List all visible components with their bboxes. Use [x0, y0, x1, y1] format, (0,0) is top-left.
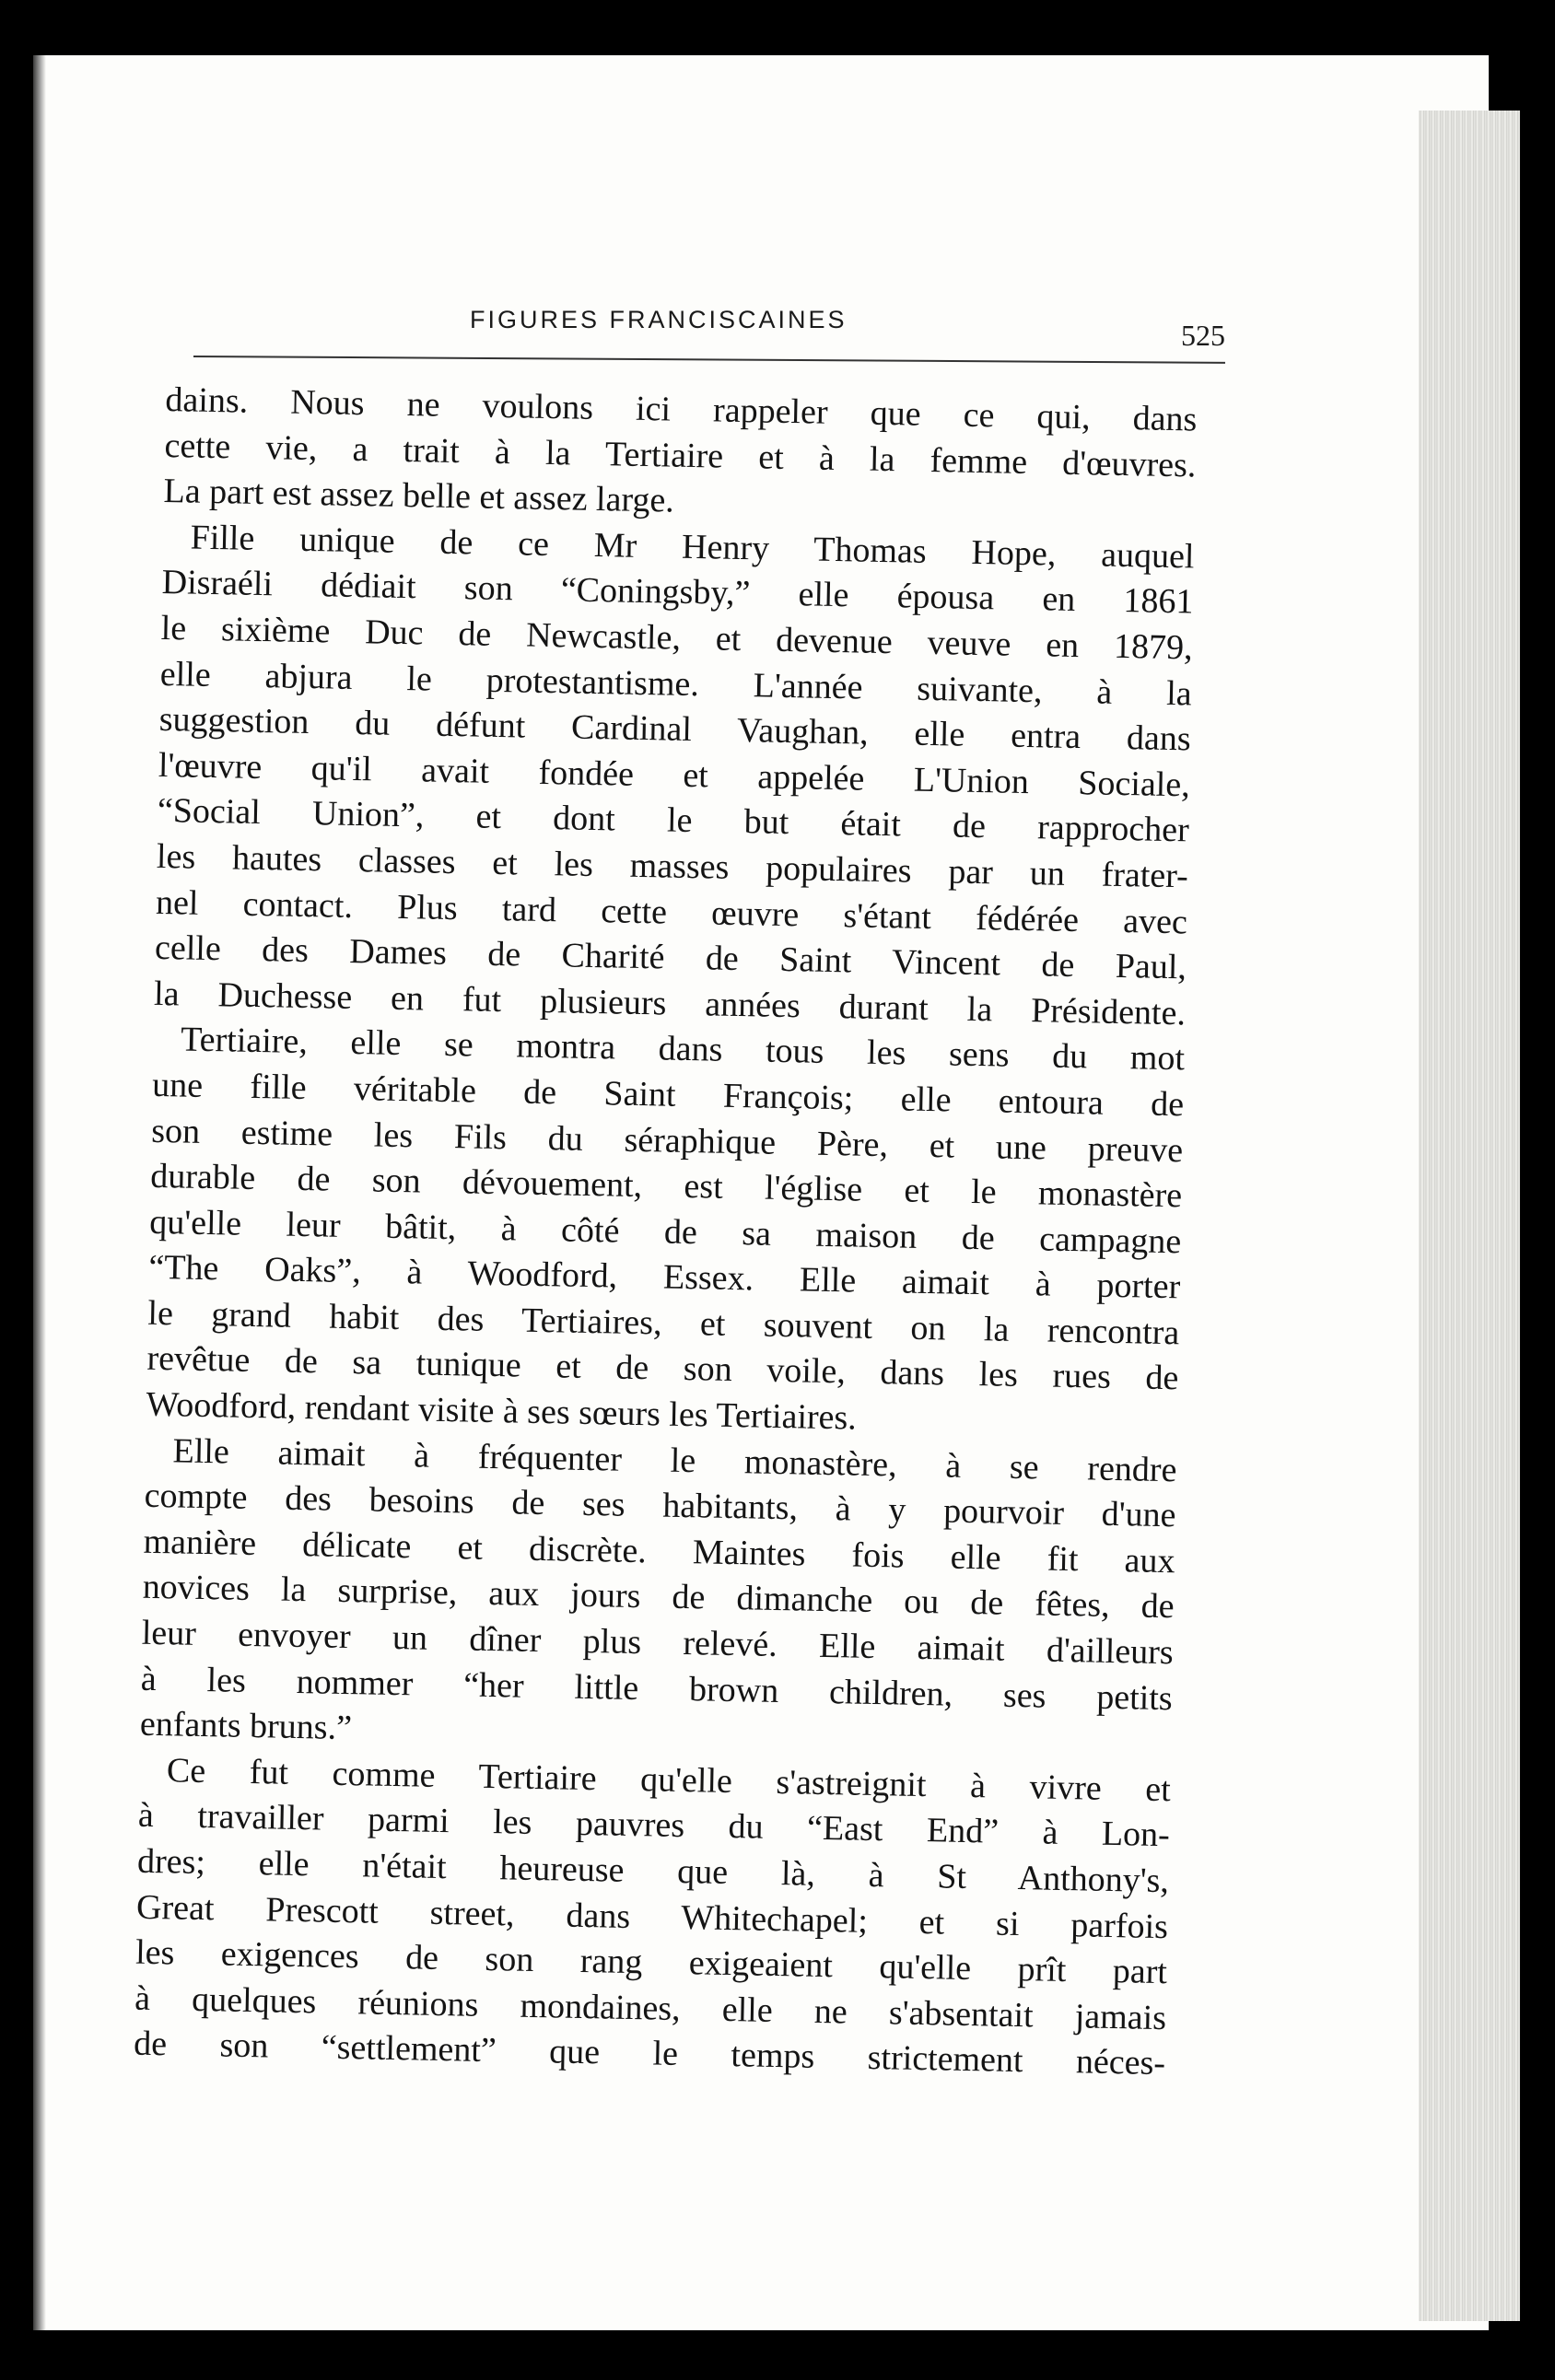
running-head — [193, 295, 1225, 368]
text-line: Woodford, rendant visite à ses sœurs les Tertiaires. — [146, 1384, 858, 1438]
running-title: FIGURES FRANCISCAINES — [470, 306, 848, 333]
text-line: celle des Dames de Charité de Saint Vincent de Paul, — [154, 928, 1187, 987]
text-line: elle abjura le protestantisme. L'année suivante, à la — [159, 654, 1193, 714]
text-line: durable de son dévouement, est l'église et le monastère — [149, 1156, 1183, 1216]
text-line: novices la surprise, aux jours de dimanche ou de fêtes, de — [142, 1568, 1175, 1627]
text-line: La part est assez belle et assez large. — [163, 472, 675, 520]
text-line: à les nommer “her little brown children, ses petits — [140, 1659, 1174, 1718]
text-line: “The Oaks”, à Woodford, Essex. Elle aimait à porter — [148, 1248, 1181, 1307]
text-line: Great Prescott street, dans Whitechapel; et si parfois — [135, 1887, 1169, 1946]
binding-shadow — [33, 55, 46, 2330]
text-line: Fille unique de ce Mr Henry Thomas Hope, auquel — [190, 518, 1195, 577]
text-line: “Social Union”, et dont le but était de rapprocher — [157, 791, 1190, 850]
page-number: 525 — [1181, 319, 1225, 352]
text-line: les hautes classes et les masses populaires par un frater- — [156, 836, 1189, 896]
text-line: dres; elle n'était heureuse que là, à St Anthony's, — [136, 1841, 1170, 1901]
text-line: à quelques réunions mondaines, elle ne s'absentait jamais — [134, 1978, 1167, 2037]
text-line: nel contact. Plus tard cette œuvre s'étant fédérée avec — [155, 882, 1188, 941]
text-line: les exigences de son rang exigeaient qu'elle prît part — [134, 1932, 1168, 1992]
text-line: Tertiaire, elle se montra dans tous les sens du mot — [180, 1020, 1186, 1079]
text-line: dains. Nous ne voulons ici rappeler que ce qui, dans — [165, 379, 1198, 439]
text-line: Ce fut comme Tertiaire qu'elle s'astreignit à vivre et — [166, 1751, 1172, 1810]
page-edge-stack — [1419, 111, 1520, 2321]
text-line: son estime les Fils du séraphique Père, et une preuve — [150, 1111, 1184, 1170]
text-line: Elle aimait à fréquenter le monastère, à se rendre — [172, 1431, 1177, 1489]
text-line: manière délicate et discrète. Maintes fois elle fit aux — [143, 1522, 1175, 1581]
text-line: enfants bruns.” — [139, 1704, 353, 1748]
text-line: à travailler parmi les pauvres du “East End” à Lon- — [137, 1796, 1171, 1855]
header-rule — [193, 356, 1225, 364]
text-line: de son “settlement” que le temps strictement néces- — [133, 2024, 1166, 2083]
text-line: revêtue de sa tunique et de son voile, dans les rues de — [146, 1339, 1179, 1398]
text-line: une fille véritable de Saint François; elle entoura de — [151, 1065, 1185, 1125]
text-line: la Duchesse en fut plusieurs années durant la Présidente. — [153, 974, 1187, 1033]
text-line: cette vie, a trait à la Tertiaire et à la femme d'œuvres. — [164, 426, 1197, 485]
body-text — [134, 378, 1198, 2087]
text-line: l'œuvre qu'il avait fondée et appelée L'Union Sociale, — [158, 745, 1191, 805]
text-line: compte des besoins de ses habitants, à y pourvoir d'une — [144, 1476, 1176, 1535]
text-line: qu'elle leur bâtit, à côté de sa maison de campagne — [148, 1202, 1182, 1262]
text-line: leur envoyer un dîner plus relevé. Elle aimait d'ailleurs — [141, 1613, 1175, 1673]
text-line: le sixième Duc de Newcastle, et devenue veuve en 1879, — [160, 608, 1193, 668]
text-line: le grand habit des Tertiaires, et souvent on la rencontra — [147, 1293, 1180, 1353]
text-line: Disraéli dédiait son “Coningsby,” elle épousa en 1861 — [161, 563, 1194, 622]
text-line: suggestion du défunt Cardinal Vaughan, elle entra dans — [158, 700, 1192, 759]
